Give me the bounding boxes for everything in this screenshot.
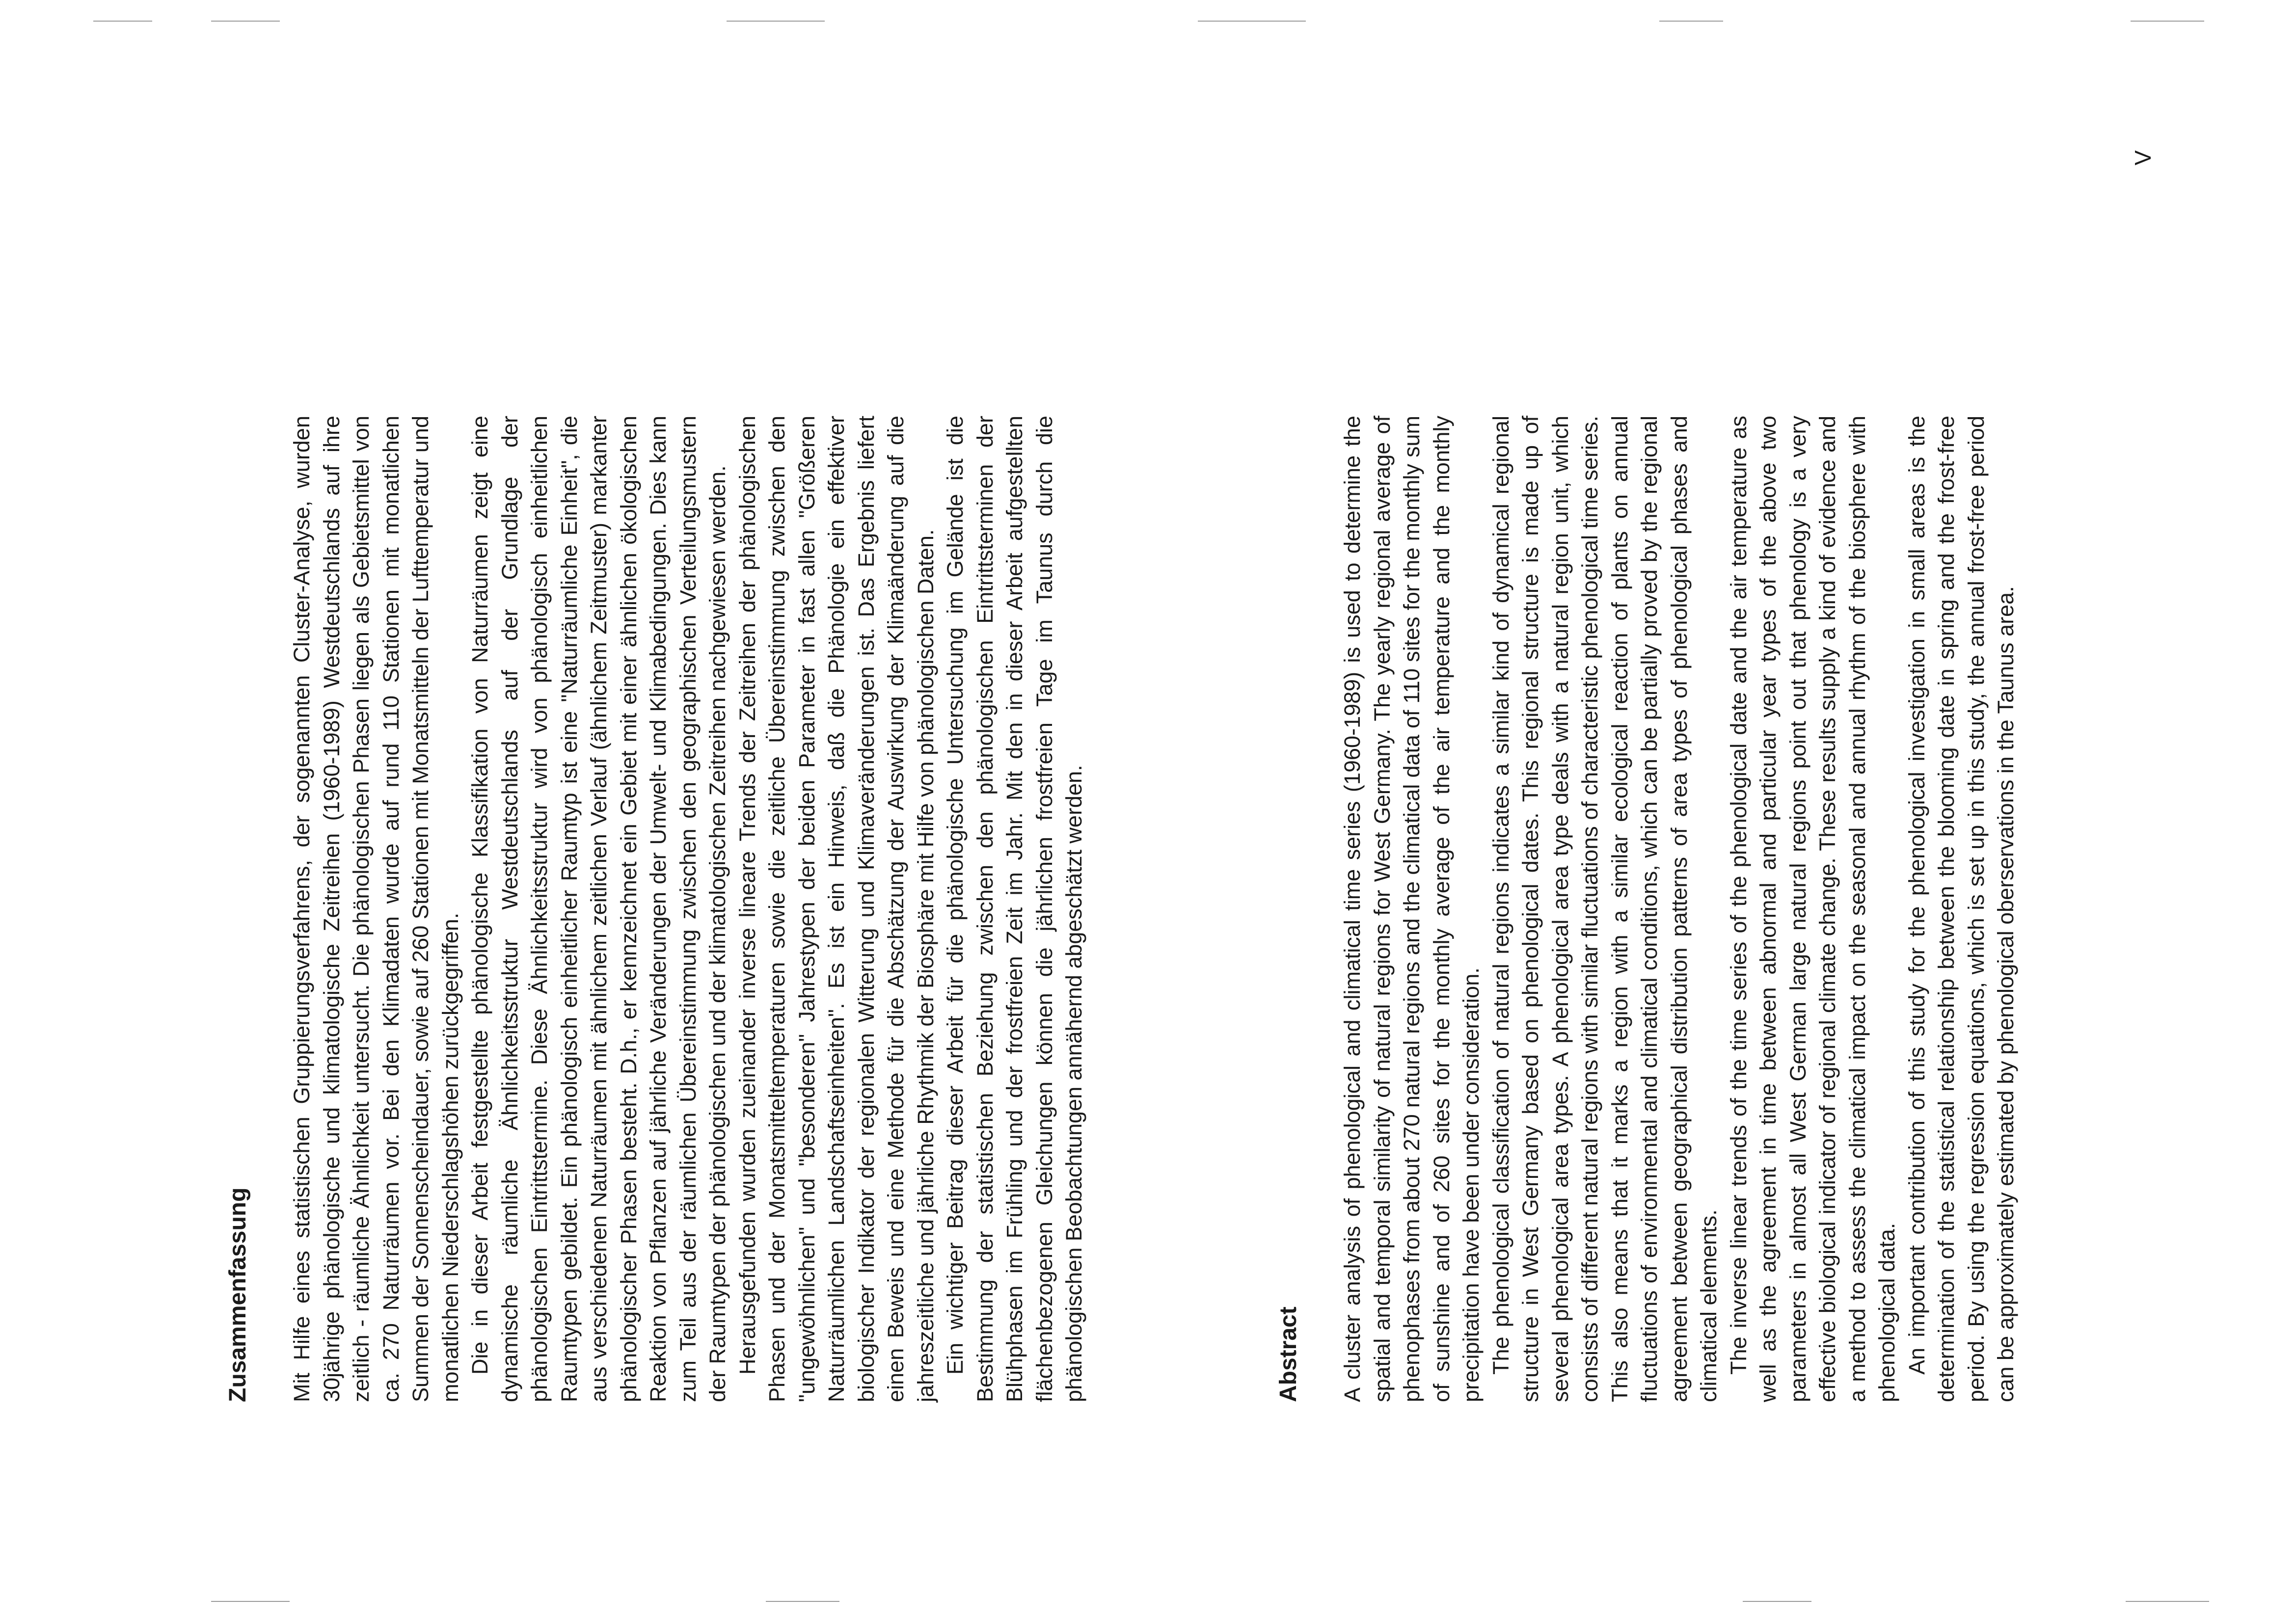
zusammenfassung-paragraph: Die in dieser Arbeit festgestellte phänologische Klassifikation von Naturräumen zeigt eine dynamische räumliche Ähnlichkeitsstruktur Westdeutschlands auf der Grundlage der phänologischen Eintrittstermine. Diese Ähnlichkeitsstruktur wird von phänologisch einheitlichen Raumtypen gebildet. Ein phänologisch einheitlicher Raumtyp ist eine "Naturräumliche Einheit", die aus verschiedenen Naturräumen mit ähnlichem zeitlichen Verlauf (ähnlichem Zeitmuster) markanter phänologischer Phasen besteht. D.h., er kennzeichnet ein Gebiet mit einer ähnlichen ökologischen Reaktion von Pflanzen auf jährliche Veränderungen der Umwelt- und Klimabedingungen. Dies kann zum Teil aus der räumlichen Übereinstimmung zwischen den geographischen Verteilungsmustern der Raumtypen der phänologischen und der klimatologischen Zeitreihen nachgewiesen werden.	[467, 416, 730, 1402]
abstract-paragraph: The inverse linear trends of the time series of the phenological date and the air temperature as well as the agreement in time between abnormal and particular year types of the above two parameters in almost all West German large natural regions point out that phenology is a very effective biological indicator of regional climate change. These results supply a kind of evidence and a method to assess the climatical impact on the seasonal and annual rhythm of the biosphere with phenological data.	[1726, 416, 1899, 1402]
abstract-heading: Abstract	[1275, 1306, 1301, 1402]
zusammenfassung-heading: Zusammenfassung	[225, 1187, 251, 1402]
page-number: V	[2130, 150, 2156, 165]
zusammenfassung-paragraph: Ein wichtiger Beitrag dieser Arbeit für die phänologische Untersuchung im Gelände ist die Bestimmung der statistischen Beziehung zwischen den phänologischen Eintrittsterminen der Blühphasen im Frühling und der frostfreien Zeit im Jahr. Mit den in dieser Arbeit aufgestellten flächenbezogenen Gleichungen können die jährlichen frostfreien Tage im Taunus durch die phänologischen Beobachtungen annähernd abgeschätzt werden.	[943, 416, 1086, 1402]
zusammenfassung-paragraph: Herausgefunden wurden zueinander inverse lineare Trends der Zeitreihen der phänologischen Phasen und der Monatsmitteltemperaturen sowie die zeitliche Übereinstimmung zwischen den "ungewöhnlichen" und "besonderen" Jahrestypen der beiden Parameter in fast allen "Größeren Naturräumlichen Landschaftseinheiten". Es ist ein Hinweis, daß die Phänologie ein effektiver biologischer Indikator der regionalen Witterung und Klimaveränderungen ist. Das Ergebnis liefert einen Beweis und eine Methode für die Abschätzung der Auswirkung der Klimaänderung auf die jahreszeitliche und jährliche Rhythmik der Biosphäre mit Hilfe von phänologischen Daten.	[734, 416, 938, 1402]
zusammenfassung-paragraph: Mit Hilfe eines statistischen Gruppierungsverfahrens, der sogenannten Cluster-Analyse, wurden 30jährige phänologische und klimatologische Zeitreihen (1960-1989) Westdeutschlands auf ihre zeitlich - räumliche Ähnlichkeit untersucht. Die phänologischen Phasen liegen als Gebietsmittel von ca. 270 Naturräumen vor. Bei den Klimadaten wurde auf rund 110 Stationen mit monatlichen Summen der Sonnenscheindauer, sowie auf 260 Stationen mit Monatsmitteln der Lufttemperatur und monatlichen Niederschlagshöhen zurückgegriffen.	[289, 416, 463, 1402]
zusammenfassung-section	[223, 416, 1089, 1402]
abstract-paragraph: A cluster analysis of phenological and climatical time series (1960-1989) is used to determine the spatial and temporal similarity of natural regions for West Germany. The yearly regional average of phenophases from about 270 natural regions and the climatical data of 110 sites for the monthly sum of sunshine and of 260 sites for the monthly average of the air temperature and the monthly precipitation have been under consideration.	[1340, 416, 1484, 1402]
abstract-paragraph: An important contribution of this study for the phenological investigation in small areas is the determination of the statistical relationship between the blooming date in spring and the frost-free period. By using the regression equations, which is set up in this study, the annual frost-free period can be approximately estimated by phenological oberservations in the Taunus area.	[1904, 416, 2018, 1402]
abstract-paragraph: The phenological classification of natural regions indicates a similar kind of dynamical regional structure in West Germany based on phenological dates. This regional structure is made up of several phenological area types. A phenological area type deals with a natural region unit, which consists of different natural regions with similar fluctuations of characteristic phenological time series. This also means that it marks a region with a similar ecological reaction of plants on annual fluctuations of environmental and climatical conditions, which can be partially proved by the regional agreement between geographical distribution patterns of area types of phenological phases and climatical elements.	[1488, 416, 1721, 1402]
abstract-section	[1274, 416, 2021, 1402]
